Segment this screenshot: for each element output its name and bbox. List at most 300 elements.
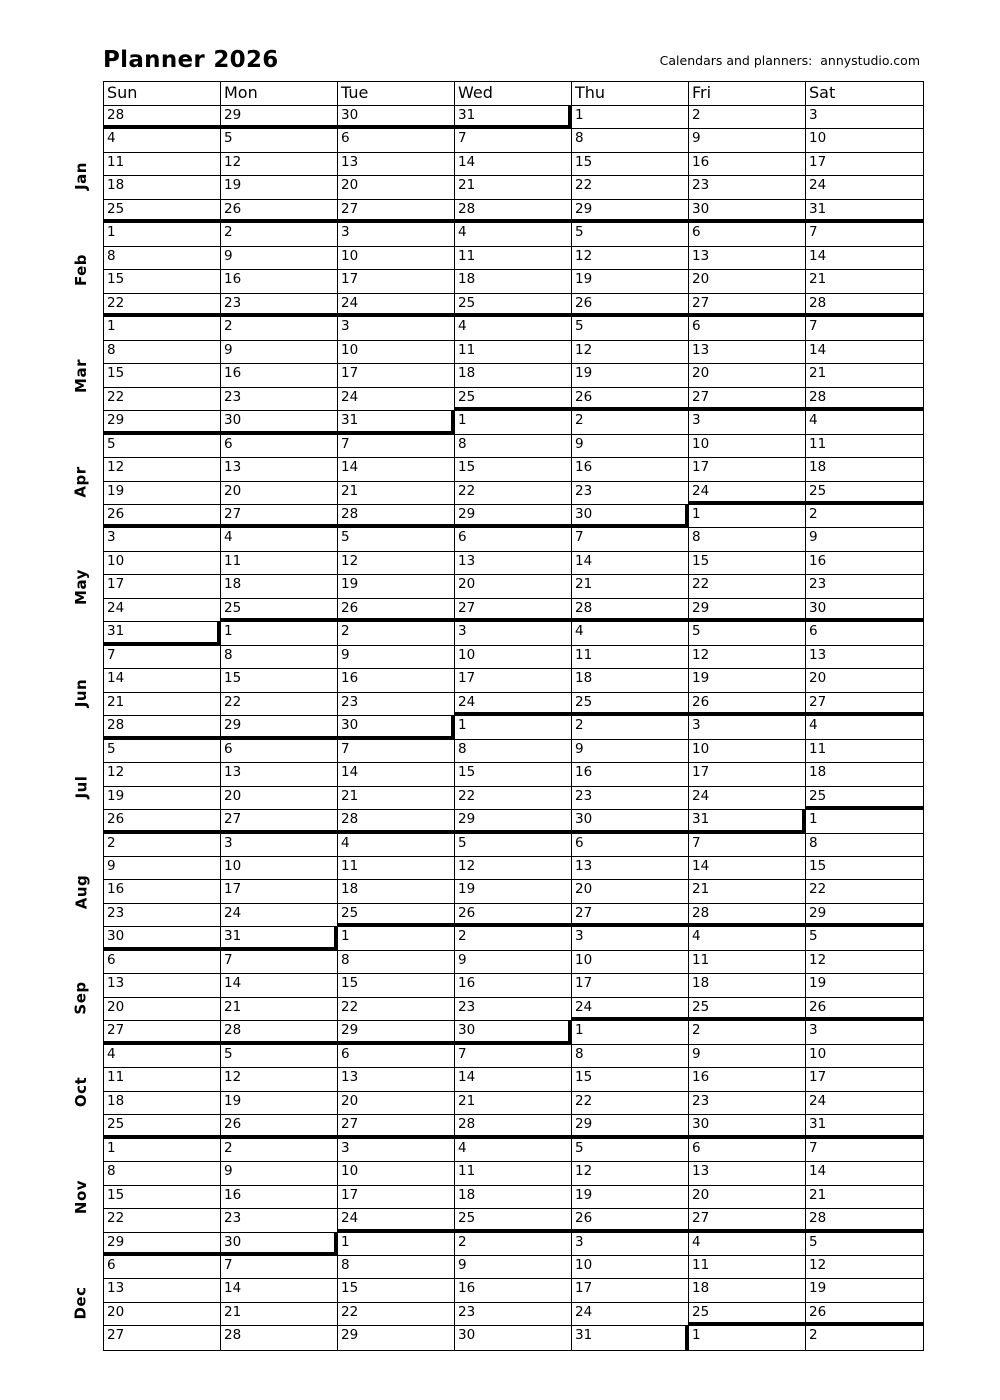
day-cell: 4 xyxy=(455,1139,572,1162)
month-label-apr xyxy=(60,435,102,529)
day-cell: 14 xyxy=(455,153,572,176)
day-cell: 17 xyxy=(572,974,689,997)
day-cell: 27 xyxy=(689,1209,806,1232)
day-cell: 21 xyxy=(338,482,455,505)
day-cell: 5 xyxy=(689,622,806,645)
month-label-dec xyxy=(60,1256,102,1350)
day-cell: 21 xyxy=(455,1092,572,1115)
day-cell: 2 xyxy=(689,1021,806,1044)
day-cell: 17 xyxy=(338,270,455,293)
day-cell: 6 xyxy=(572,834,689,857)
day-cell: 3 xyxy=(338,1139,455,1162)
day-header-fri: Fri xyxy=(689,82,806,106)
day-cell: 9 xyxy=(572,435,689,458)
day-cell: 5 xyxy=(221,1045,338,1068)
day-cell: 2 xyxy=(221,317,338,340)
day-cell: 26 xyxy=(455,904,572,927)
day-cell: 5 xyxy=(806,927,923,950)
day-cell: 8 xyxy=(572,1045,689,1068)
day-cell: 2 xyxy=(572,411,689,434)
day-cell: 30 xyxy=(338,106,455,129)
day-cell: 4 xyxy=(104,1045,221,1068)
day-cell: 9 xyxy=(572,740,689,763)
day-cell: 3 xyxy=(338,317,455,340)
day-cell: 1 xyxy=(455,411,572,434)
day-cell: 19 xyxy=(221,176,338,199)
day-cell: 10 xyxy=(806,129,923,152)
day-cell: 9 xyxy=(221,1162,338,1185)
day-cell: 23 xyxy=(104,904,221,927)
day-cell: 20 xyxy=(689,364,806,387)
day-cell: 1 xyxy=(221,622,338,645)
day-cell: 16 xyxy=(572,458,689,481)
day-cell: 16 xyxy=(104,880,221,903)
day-cell: 18 xyxy=(104,176,221,199)
day-cell: 18 xyxy=(455,364,572,387)
day-cell: 20 xyxy=(104,1303,221,1326)
day-cell: 23 xyxy=(221,388,338,411)
day-cell: 13 xyxy=(221,458,338,481)
day-cell: 12 xyxy=(572,1162,689,1185)
day-cell: 16 xyxy=(572,763,689,786)
day-cell: 14 xyxy=(338,458,455,481)
day-cell: 30 xyxy=(689,1115,806,1138)
day-cell: 31 xyxy=(104,622,221,645)
day-cell: 9 xyxy=(806,528,923,551)
day-cell: 8 xyxy=(455,740,572,763)
day-cell: 4 xyxy=(221,528,338,551)
day-cell: 8 xyxy=(455,435,572,458)
day-cell: 17 xyxy=(104,575,221,598)
day-cell: 16 xyxy=(221,1186,338,1209)
day-cell: 6 xyxy=(221,435,338,458)
day-cell: 10 xyxy=(221,857,338,880)
day-cell: 2 xyxy=(572,716,689,739)
day-cell: 23 xyxy=(455,1303,572,1326)
day-cell: 1 xyxy=(104,223,221,246)
day-cell: 8 xyxy=(104,341,221,364)
day-cell: 3 xyxy=(338,223,455,246)
day-cell: 22 xyxy=(104,294,221,317)
day-cell: 3 xyxy=(572,927,689,950)
day-cell: 15 xyxy=(104,1186,221,1209)
day-cell: 1 xyxy=(806,810,923,833)
day-cell: 22 xyxy=(455,482,572,505)
day-cell: 30 xyxy=(689,200,806,223)
day-cell: 16 xyxy=(221,270,338,293)
day-cell: 11 xyxy=(689,951,806,974)
day-cell: 12 xyxy=(221,1068,338,1091)
day-cell: 26 xyxy=(806,998,923,1021)
day-cell: 28 xyxy=(572,599,689,622)
day-cell: 22 xyxy=(338,998,455,1021)
month-label-text: Sep xyxy=(72,981,90,1015)
day-cell: 26 xyxy=(104,810,221,833)
day-cell: 9 xyxy=(104,857,221,880)
day-cell: 13 xyxy=(689,1162,806,1185)
day-cell: 23 xyxy=(338,693,455,716)
day-cell: 14 xyxy=(806,247,923,270)
day-cell: 17 xyxy=(338,1186,455,1209)
day-cell: 2 xyxy=(221,223,338,246)
day-cell: 2 xyxy=(455,927,572,950)
day-cell: 2 xyxy=(689,106,806,129)
day-cell: 10 xyxy=(806,1045,923,1068)
day-cell: 12 xyxy=(572,341,689,364)
day-cell: 25 xyxy=(806,482,923,505)
day-cell: 28 xyxy=(689,904,806,927)
day-cell: 15 xyxy=(455,763,572,786)
day-cell: 10 xyxy=(104,552,221,575)
day-cell: 29 xyxy=(104,411,221,434)
month-label-mar xyxy=(60,317,102,434)
day-cell: 13 xyxy=(689,341,806,364)
day-cell: 21 xyxy=(806,1186,923,1209)
day-cell: 1 xyxy=(689,1326,806,1349)
month-label-text: Feb xyxy=(72,254,90,287)
day-cell: 28 xyxy=(806,388,923,411)
page-title: Planner 2026 xyxy=(103,47,279,73)
day-cell: 9 xyxy=(338,646,455,669)
credits-text: Calendars and planners: annystudio.com xyxy=(659,53,920,68)
day-cell: 5 xyxy=(221,129,338,152)
day-cell: 8 xyxy=(806,834,923,857)
day-cell: 3 xyxy=(806,106,923,129)
day-cell: 12 xyxy=(806,1256,923,1279)
day-cell: 18 xyxy=(104,1092,221,1115)
day-cell: 4 xyxy=(806,411,923,434)
day-cell: 26 xyxy=(689,693,806,716)
day-cell: 6 xyxy=(455,528,572,551)
day-cell: 31 xyxy=(572,1326,689,1349)
day-cell: 29 xyxy=(455,505,572,528)
day-cell: 26 xyxy=(221,200,338,223)
day-cell: 1 xyxy=(455,716,572,739)
day-cell: 25 xyxy=(104,1115,221,1138)
day-cell: 1 xyxy=(338,927,455,950)
day-header-wed: Wed xyxy=(455,82,572,106)
day-cell: 19 xyxy=(572,1186,689,1209)
day-cell: 10 xyxy=(455,646,572,669)
day-cell: 24 xyxy=(806,176,923,199)
day-cell: 1 xyxy=(572,106,689,129)
month-label-jan xyxy=(60,129,102,223)
day-cell: 15 xyxy=(689,552,806,575)
day-cell: 23 xyxy=(221,1209,338,1232)
day-cell: 18 xyxy=(689,1279,806,1302)
day-cell: 13 xyxy=(221,763,338,786)
day-cell: 19 xyxy=(806,974,923,997)
day-cell: 14 xyxy=(572,552,689,575)
day-cell: 23 xyxy=(689,176,806,199)
day-cell: 2 xyxy=(221,1139,338,1162)
day-cell: 4 xyxy=(689,927,806,950)
day-cell: 21 xyxy=(572,575,689,598)
day-cell: 24 xyxy=(221,904,338,927)
day-cell: 12 xyxy=(806,951,923,974)
day-cell: 27 xyxy=(689,388,806,411)
day-cell: 26 xyxy=(572,388,689,411)
day-cell: 27 xyxy=(104,1021,221,1044)
day-cell: 10 xyxy=(689,435,806,458)
day-cell: 31 xyxy=(455,106,572,129)
day-cell: 23 xyxy=(455,998,572,1021)
month-label-text: Jan xyxy=(71,162,90,191)
day-cell: 20 xyxy=(689,270,806,293)
day-cell: 20 xyxy=(338,176,455,199)
day-cell: 16 xyxy=(689,1068,806,1091)
day-cell: 18 xyxy=(689,974,806,997)
day-cell: 15 xyxy=(455,458,572,481)
day-cell: 28 xyxy=(104,106,221,129)
day-cell: 9 xyxy=(689,129,806,152)
day-cell: 18 xyxy=(338,880,455,903)
month-label-text: Nov xyxy=(71,1180,90,1215)
day-cell: 11 xyxy=(455,1162,572,1185)
day-cell: 13 xyxy=(104,974,221,997)
day-cell: 31 xyxy=(806,200,923,223)
day-cell: 1 xyxy=(689,505,806,528)
day-cell: 19 xyxy=(572,270,689,293)
day-cell: 15 xyxy=(221,669,338,692)
day-cell: 30 xyxy=(455,1326,572,1349)
day-cell: 28 xyxy=(455,1115,572,1138)
day-cell: 30 xyxy=(572,810,689,833)
month-label-may xyxy=(60,528,102,645)
day-header-mon: Mon xyxy=(221,82,338,106)
day-cell: 4 xyxy=(455,317,572,340)
day-cell: 12 xyxy=(221,153,338,176)
day-cell: 17 xyxy=(338,364,455,387)
day-cell: 10 xyxy=(338,1162,455,1185)
day-cell: 31 xyxy=(221,927,338,950)
day-cell: 8 xyxy=(572,129,689,152)
day-cell: 4 xyxy=(455,223,572,246)
day-cell: 27 xyxy=(806,693,923,716)
day-cell: 22 xyxy=(338,1303,455,1326)
day-cell: 28 xyxy=(221,1021,338,1044)
day-cell: 2 xyxy=(104,834,221,857)
day-cell: 24 xyxy=(572,1303,689,1326)
day-cell: 19 xyxy=(572,364,689,387)
day-cell: 1 xyxy=(572,1021,689,1044)
day-cell: 26 xyxy=(806,1303,923,1326)
day-cell: 29 xyxy=(806,904,923,927)
day-cell: 11 xyxy=(572,646,689,669)
day-cell: 11 xyxy=(455,247,572,270)
day-cell: 30 xyxy=(338,716,455,739)
day-cell: 2 xyxy=(338,622,455,645)
day-cell: 2 xyxy=(809,1327,818,1344)
day-cell: 19 xyxy=(689,669,806,692)
day-cell: 18 xyxy=(806,458,923,481)
day-cell: 4 xyxy=(689,1233,806,1256)
day-cell: 18 xyxy=(572,669,689,692)
month-label-jul xyxy=(60,740,102,834)
day-cell: 30 xyxy=(455,1021,572,1044)
day-cell: 23 xyxy=(572,787,689,810)
day-cell: 17 xyxy=(455,669,572,692)
month-label-nov xyxy=(60,1139,102,1256)
day-cell: 27 xyxy=(338,1115,455,1138)
day-cell: 22 xyxy=(806,880,923,903)
day-cell: 12 xyxy=(572,247,689,270)
day-cell: 15 xyxy=(338,1279,455,1302)
day-cell: 29 xyxy=(104,1233,221,1256)
month-label-jun xyxy=(60,646,102,740)
day-cell: 26 xyxy=(104,505,221,528)
day-cell: 19 xyxy=(221,1092,338,1115)
month-label-text: Aug xyxy=(72,875,90,910)
day-cell: 12 xyxy=(455,857,572,880)
day-cell: 31 xyxy=(806,1115,923,1138)
day-cell: 18 xyxy=(455,270,572,293)
day-cell: 29 xyxy=(572,200,689,223)
day-cell: 13 xyxy=(455,552,572,575)
day-cell: 15 xyxy=(338,974,455,997)
month-label-text: Jun xyxy=(71,678,90,708)
day-cell: 28 xyxy=(338,505,455,528)
day-cell: 2 xyxy=(806,505,923,528)
day-cell: 27 xyxy=(338,200,455,223)
day-cell: 30 xyxy=(221,411,338,434)
day-cell: 18 xyxy=(455,1186,572,1209)
day-cell: 24 xyxy=(572,998,689,1021)
day-cell: 21 xyxy=(455,176,572,199)
day-cell: 14 xyxy=(455,1068,572,1091)
day-cell: 19 xyxy=(806,1279,923,1302)
month-label-text: Jul xyxy=(72,775,90,799)
day-cell: 4 xyxy=(338,834,455,857)
day-cell: 5 xyxy=(455,834,572,857)
day-cell: 7 xyxy=(338,740,455,763)
day-cell: 27 xyxy=(104,1326,221,1349)
day-cell: 20 xyxy=(455,575,572,598)
day-cell: 11 xyxy=(455,341,572,364)
month-label-text: Dec xyxy=(72,1286,90,1320)
day-cell: 21 xyxy=(806,270,923,293)
day-cell: 1 xyxy=(338,1233,455,1256)
day-cell: 16 xyxy=(806,552,923,575)
day-cell: 30 xyxy=(221,1233,338,1256)
day-cell: 17 xyxy=(572,1279,689,1302)
month-label-feb xyxy=(60,223,102,317)
day-cell: 3 xyxy=(221,834,338,857)
day-cell: 14 xyxy=(338,763,455,786)
month-label-text: May xyxy=(72,569,90,606)
day-cell: 24 xyxy=(338,294,455,317)
day-cell: 30 xyxy=(572,505,689,528)
day-cell: 5 xyxy=(338,528,455,551)
day-cell: 4 xyxy=(806,716,923,739)
day-cell: 15 xyxy=(806,857,923,880)
day-cell: 5 xyxy=(104,435,221,458)
day-cell: 13 xyxy=(104,1279,221,1302)
day-cell: 25 xyxy=(221,599,338,622)
day-cell: 20 xyxy=(689,1186,806,1209)
day-cell: 12 xyxy=(689,646,806,669)
day-cell: 10 xyxy=(338,247,455,270)
day-cell: 30 xyxy=(104,927,221,950)
day-cell: 5 xyxy=(572,317,689,340)
day-cell: 11 xyxy=(689,1256,806,1279)
day-cell: 28 xyxy=(806,294,923,317)
day-cell: 13 xyxy=(338,153,455,176)
day-cell: 30 xyxy=(806,599,923,622)
day-cell: 28 xyxy=(806,1209,923,1232)
month-label-text: Mar xyxy=(71,358,90,393)
day-cell: 25 xyxy=(806,787,923,810)
day-cell: 11 xyxy=(104,153,221,176)
day-cell: 25 xyxy=(338,904,455,927)
day-header-sat: Sat xyxy=(806,82,923,106)
day-cell: 7 xyxy=(221,1256,338,1279)
day-cell: 10 xyxy=(338,341,455,364)
day-cell: 17 xyxy=(806,153,923,176)
day-cell: 31 xyxy=(689,810,806,833)
day-cell: 25 xyxy=(455,388,572,411)
day-cell: 16 xyxy=(455,974,572,997)
day-cell: 6 xyxy=(338,1045,455,1068)
day-cell: 20 xyxy=(572,880,689,903)
day-cell: 18 xyxy=(221,575,338,598)
month-label-aug xyxy=(60,834,102,951)
day-cell: 20 xyxy=(221,787,338,810)
day-cell: 6 xyxy=(689,223,806,246)
day-cell: 25 xyxy=(455,1209,572,1232)
day-cell: 14 xyxy=(806,1162,923,1185)
day-cell: 21 xyxy=(221,1303,338,1326)
day-cell: 31 xyxy=(338,411,455,434)
day-cell: 26 xyxy=(572,294,689,317)
day-header-thu: Thu xyxy=(572,82,689,106)
day-cell: 29 xyxy=(455,810,572,833)
day-cell: 1 xyxy=(104,317,221,340)
day-cell: 19 xyxy=(104,787,221,810)
day-cell: 22 xyxy=(572,1092,689,1115)
day-cell: 6 xyxy=(806,622,923,645)
day-cell: 20 xyxy=(221,482,338,505)
day-cell: 8 xyxy=(338,951,455,974)
day-cell: 29 xyxy=(338,1021,455,1044)
day-cell: 1 xyxy=(104,1139,221,1162)
day-cell: 23 xyxy=(221,294,338,317)
day-cell: 20 xyxy=(806,669,923,692)
day-cell: 26 xyxy=(221,1115,338,1138)
day-cell: 4 xyxy=(104,129,221,152)
day-cell: 3 xyxy=(689,411,806,434)
day-cell: 13 xyxy=(689,247,806,270)
day-cell: 26 xyxy=(338,599,455,622)
day-cell: 7 xyxy=(455,129,572,152)
day-cell: 3 xyxy=(572,1233,689,1256)
day-cell: 7 xyxy=(572,528,689,551)
day-cell: 2 xyxy=(455,1233,572,1256)
day-cell: 25 xyxy=(104,200,221,223)
day-cell: 10 xyxy=(572,1256,689,1279)
day-cell: 7 xyxy=(221,951,338,974)
day-cell: 25 xyxy=(689,1303,806,1326)
day-cell: 16 xyxy=(455,1279,572,1302)
day-cell: 10 xyxy=(572,951,689,974)
day-cell: 5 xyxy=(572,1139,689,1162)
day-cell: 7 xyxy=(455,1045,572,1068)
planner-grid xyxy=(103,81,924,1351)
day-cell: 3 xyxy=(806,1021,923,1044)
day-cell: 11 xyxy=(338,857,455,880)
day-cell: 16 xyxy=(338,669,455,692)
day-cell: 12 xyxy=(104,763,221,786)
